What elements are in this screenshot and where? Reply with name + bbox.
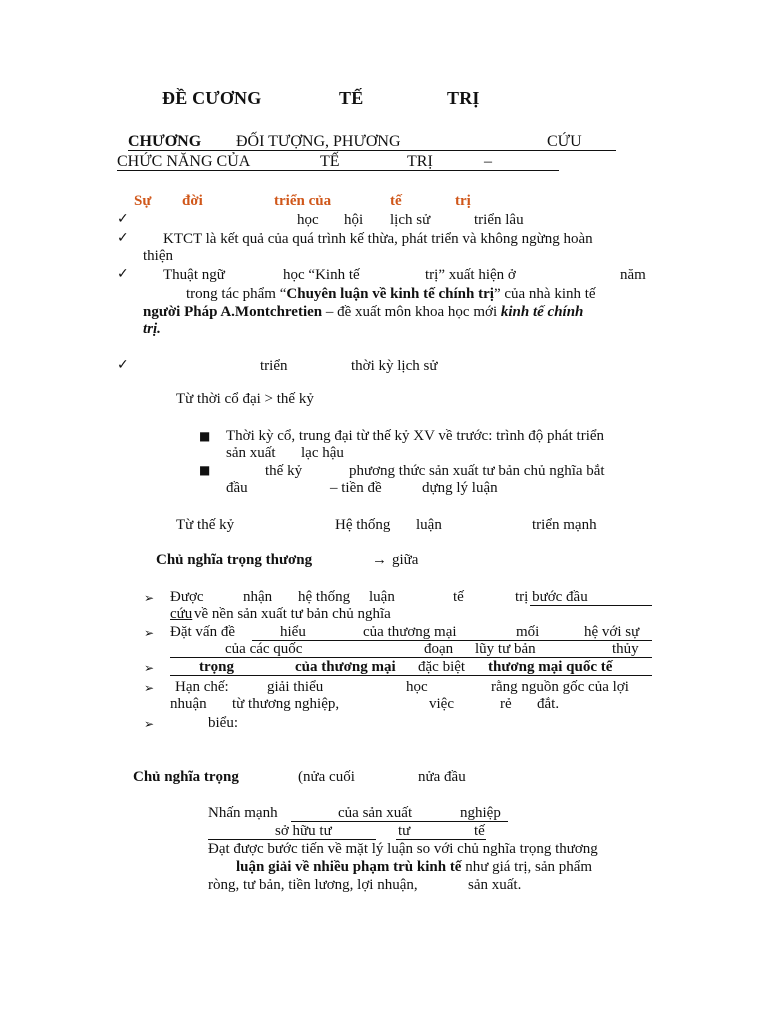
text-fragment: năm <box>620 267 646 283</box>
text-fragment: tế <box>453 589 464 605</box>
text-fragment: của thương mại <box>295 659 396 675</box>
text-fragment: triển <box>260 358 288 374</box>
work-title: Chuyên luận về kinh tế chính trị <box>286 286 494 302</box>
text-fragment: thương mại quốc tế <box>488 659 613 675</box>
text-fragment: nhuận <box>170 696 207 712</box>
text-fragment: thế kỷ <box>265 463 303 479</box>
text-fragment: Đặt vấn đề <box>170 624 235 640</box>
text-fragment: giải thiểu <box>267 679 324 695</box>
text-fragment: trị” xuất hiện ở <box>425 267 516 283</box>
text-fragment: biểu: <box>208 715 238 731</box>
text-fragment: trọng <box>199 659 234 675</box>
chapter-word: TRỊ <box>407 153 433 170</box>
text-fragment: trong tác phẩm “ <box>186 286 287 302</box>
chapter-underline <box>117 170 559 171</box>
text-fragment: Được <box>170 589 204 605</box>
text-fragment: rẻ <box>500 696 512 712</box>
text-fragment: về nền sản xuất tư bản chủ nghĩa <box>194 606 391 622</box>
square-bullet-icon: ■ <box>199 429 211 443</box>
text-line <box>143 304 583 321</box>
arrow-bullet-icon: ➢ <box>144 681 155 695</box>
text-fragment: hệ thống <box>298 589 351 605</box>
square-bullet-icon: ■ <box>199 463 211 477</box>
underline <box>396 839 486 840</box>
check-mark-icon: ✓ <box>117 211 129 227</box>
text-fragment: lạc hậu <box>301 445 344 461</box>
chapter-word: CHỨC NĂNG CỦA <box>117 153 251 170</box>
text-fragment: như giá trị, sản phẩm <box>461 859 593 875</box>
heading-word: tế <box>390 193 402 209</box>
text-fragment: nhận <box>243 589 273 605</box>
arrow-right-icon: → <box>372 552 387 568</box>
text-fragment: đoạn <box>424 641 454 657</box>
text-fragment: ròng, tư bản, tiền lương, lợi nhuận, <box>208 877 418 893</box>
text-fragment: của sản xuất <box>338 805 413 821</box>
text-fragment: từ thương nghiệp, <box>232 696 340 712</box>
text-fragment: của các quốc <box>225 641 303 657</box>
text-fragment: – đề xuất môn khoa học mới <box>322 304 501 320</box>
text-fragment: học <box>297 212 319 228</box>
text-fragment: học “Kinh tế <box>283 267 360 283</box>
text-line: thiện <box>143 248 173 264</box>
text-fragment: việc <box>429 696 454 712</box>
text-fragment: tư <box>398 823 411 839</box>
text-line: Thời kỳ cổ, trung đại từ thế kỷ XV về trước: trình độ phát triển <box>226 428 605 444</box>
heading-word: đời <box>182 193 203 209</box>
text-fragment: kinh tế chính <box>500 304 584 320</box>
text-fragment: đắt. <box>537 696 560 712</box>
underline <box>170 657 652 658</box>
chapter-word: – <box>484 153 492 170</box>
text-line <box>236 859 592 876</box>
text-fragment: của thương mại <box>363 624 457 640</box>
text-fragment: Nhấn mạnh <box>208 805 278 821</box>
text-fragment: hệ với sự <box>584 624 640 640</box>
text-fragment: đặc biệt <box>418 659 466 675</box>
underline <box>530 605 652 606</box>
text-fragment: luận <box>369 589 395 605</box>
school-name: Chủ nghĩa trọng thương <box>156 552 313 568</box>
text-fragment: – tiền đề <box>330 480 382 496</box>
text-fragment: (nửa cuối <box>298 769 355 785</box>
text-fragment: mối <box>516 624 540 640</box>
text-line: KTCT là kết quả của quá trình kế thừa, phát triển và không ngừng hoàn <box>163 231 593 247</box>
text-fragment: nửa đầu <box>418 769 466 785</box>
underline <box>170 675 652 676</box>
underline <box>291 821 508 822</box>
text-fragment: lịch sử <box>390 212 431 228</box>
text-fragment: Thuật ngữ <box>163 267 225 283</box>
underline <box>208 839 376 840</box>
text-fragment: triển mạnh <box>532 517 597 533</box>
text-fragment: trị. <box>143 321 161 337</box>
heading-word: Sự <box>134 193 152 209</box>
period-heading: Từ thời cổ đại > thế kỷ <box>176 391 314 407</box>
school-name: Chủ nghĩa trọng <box>133 769 239 785</box>
text-fragment: trị bước đầu <box>515 589 588 605</box>
arrow-bullet-icon: ➢ <box>144 661 155 675</box>
text-fragment: hiểu <box>280 624 306 640</box>
text-fragment: sở hữu tư <box>275 823 332 839</box>
title-word: TẾ <box>339 88 364 108</box>
heading-word: triển của <box>274 193 332 209</box>
check-mark-icon: ✓ <box>117 266 129 282</box>
text-fragment: sản xuất <box>226 445 276 461</box>
text-fragment: rằng nguồn gốc của lợi <box>491 679 629 695</box>
text-fragment: thủy <box>612 641 639 657</box>
title-word: ĐỀ CƯƠNG <box>162 88 262 108</box>
text-fragment: đầu <box>226 480 248 496</box>
text-fragment: Từ thế kỷ <box>176 517 235 533</box>
text-fragment: giữa <box>392 552 419 568</box>
arrow-bullet-icon: ➢ <box>144 626 155 640</box>
title-word: TRỊ <box>447 88 480 108</box>
text-fragment: ” của nhà kinh tế <box>493 286 596 302</box>
text-fragment: học <box>406 679 428 695</box>
text-line <box>186 286 596 303</box>
check-mark-icon: ✓ <box>117 230 129 246</box>
text-fragment: triển lâu <box>474 212 524 228</box>
author-name: người Pháp A.Montchretien <box>143 304 323 320</box>
text-fragment: dựng lý luận <box>422 480 498 496</box>
arrow-bullet-icon: ➢ <box>144 591 155 605</box>
arrow-bullet-icon: ➢ <box>144 717 155 731</box>
chapter-word: CỨU <box>547 133 582 150</box>
text-fragment: hội <box>344 212 364 228</box>
text-fragment: luận <box>416 517 442 533</box>
chapter-word: ĐỐI TƯỢNG, PHƯƠNG <box>236 133 401 150</box>
text-fragment: luận giải về nhiều phạm trù kinh tế <box>236 859 462 875</box>
text-fragment: lũy tư bản <box>475 641 536 657</box>
text-fragment: nghiệp <box>460 805 501 821</box>
text-fragment: cứu <box>170 606 193 622</box>
check-mark-icon: ✓ <box>117 357 129 373</box>
text-fragment: phương thức sản xuất tư bản chủ nghĩa bắt <box>349 463 605 479</box>
heading-word: trị <box>455 193 471 209</box>
chapter-word: CHƯƠNG <box>128 133 202 150</box>
text-line: Đạt được bước tiến về mặt lý luận so với chủ nghĩa trọng thương <box>208 841 598 857</box>
chapter-underline <box>128 150 616 151</box>
chapter-word: TẾ <box>320 153 340 170</box>
text-fragment: thời kỳ lịch sử <box>351 358 438 374</box>
text-fragment: sản xuất. <box>468 877 522 893</box>
text-fragment: tế <box>474 823 485 839</box>
text-fragment: Hệ thống <box>335 517 391 533</box>
text-fragment: Hạn chế: <box>175 679 229 695</box>
